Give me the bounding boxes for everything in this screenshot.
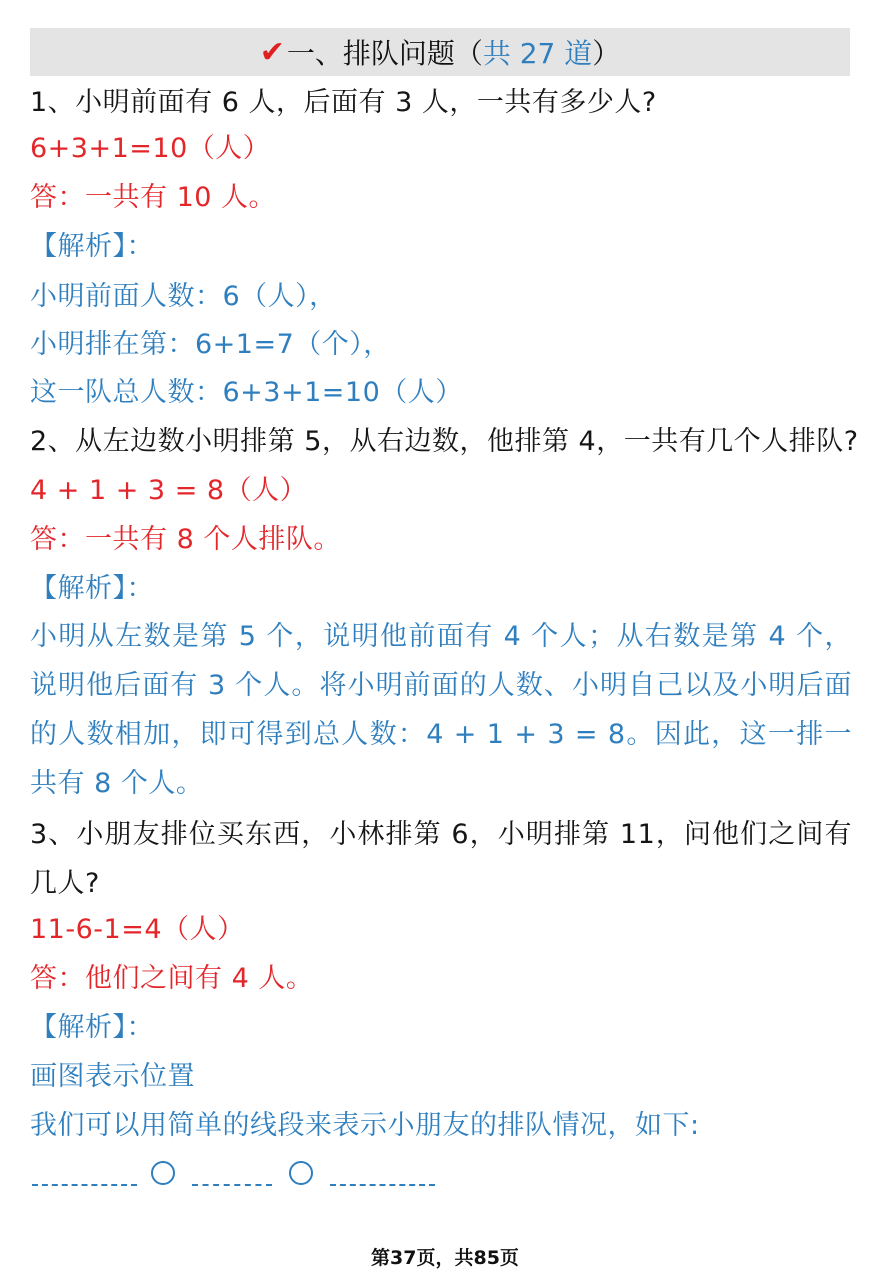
dash-segment-middle — [192, 1184, 272, 1186]
queue-diagram — [30, 1154, 630, 1194]
answer-1-statement: 答：一共有 10 人。 — [30, 182, 277, 213]
answer-1-equation: 6+3+1=10（人） — [30, 133, 271, 164]
page-footer: 第37页，共85页 — [371, 1247, 519, 1269]
question-1: 1、小明前面有 6 人，后面有 3 人，一共有多少人? — [30, 87, 657, 118]
question-3: 3、小朋友排位买东西，小林排第 6，小明排第 11，问他们之间有几人? — [30, 819, 852, 899]
checkmark-icon: ✔ — [259, 34, 285, 70]
section-title: 一、排队问题（ — [286, 37, 483, 70]
question-count: 共 27 道 — [482, 37, 593, 70]
analysis-1-heading: 【解析】： — [30, 231, 154, 262]
answer-2-statement: 答：一共有 8 个人排队。 — [30, 524, 341, 555]
analysis-2-paragraph: 小明从左数是第 5 个，说明他前面有 4 个人；从右数是第 4 个，说明他后面有 3 个人。将小明前面的人数、小明自己以及小明后面的人数相加，即可得到总人数：4 + 1 + 3 = 8。因此，这一排一共有 8 个人。 — [30, 621, 852, 799]
section-title-close: ） — [592, 37, 621, 70]
section-header — [30, 28, 850, 76]
analysis-3-line-1: 画图表示位置 — [30, 1061, 195, 1092]
person-circle-xiaoming — [289, 1161, 313, 1185]
analysis-1-line-1: 小明前面人数：6（人）， — [30, 281, 337, 312]
question-2: 2、从左边数小明排第 5，从右边数，他排第 4，一共有几个人排队? — [30, 426, 859, 457]
analysis-3-line-2: 我们可以用简单的线段来表示小朋友的排队情况，如下: — [30, 1110, 700, 1141]
dash-segment-left — [32, 1184, 137, 1186]
answer-3-equation: 11-6-1=4（人） — [30, 914, 245, 945]
person-circle-xiaolin — [151, 1161, 175, 1185]
analysis-3-heading: 【解析】： — [30, 1012, 154, 1043]
analysis-2-heading: 【解析】： — [30, 573, 154, 604]
analysis-1-line-2: 小明排在第：6+1=7（个）， — [30, 329, 391, 360]
analysis-1-line-3: 这一队总人数：6+3+1=10（人） — [30, 377, 463, 408]
dash-segment-right — [330, 1184, 435, 1186]
answer-2-equation: 4 + 1 + 3 = 8（人） — [30, 475, 308, 506]
answer-3-statement: 答：他们之间有 4 人。 — [30, 963, 314, 994]
